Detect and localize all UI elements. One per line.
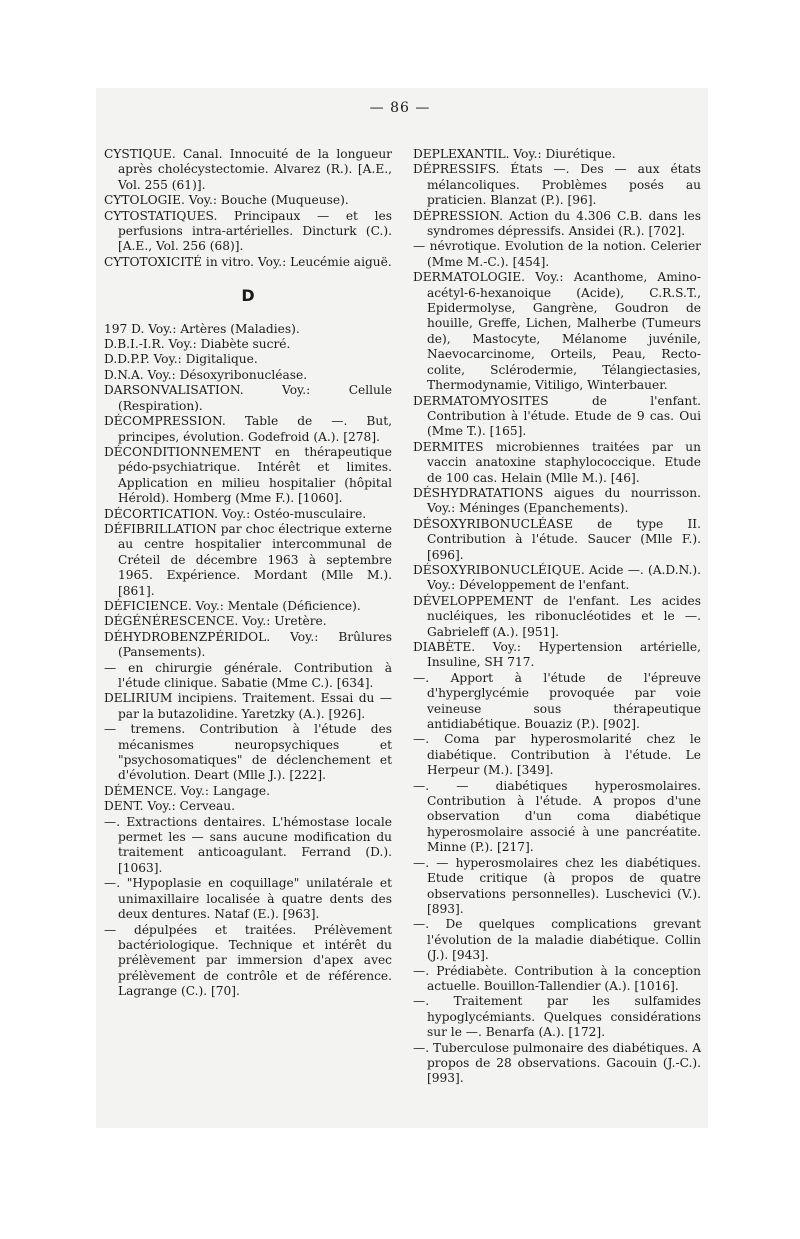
index-entry: DÉGÉNÉRESCENCE. Voy.: Uretère. (104, 614, 327, 629)
index-entry: —. — hyperosmolaires chez les diabétiques. Etude critique (à propos de quatre observations personnelles). Luschevici (V.). [893]. (413, 855, 701, 916)
index-entry: DÉHYDROBENZPÉRIDOL. Voy.: Brûlures (Pansements). (104, 629, 392, 660)
index-entry: DÉVELOPPEMENT de l'enfant. Les acides nucléiques, les ribonucléotides et le —. Gabrieleff (A.). [951]. (413, 593, 701, 639)
index-entry: D.B.I.-I.R. Voy.: Diabète sucré. (104, 337, 291, 352)
index-entry: —. — diabétiques hyperosmolaires. Contribution à l'étude. A propos d'une observation d'un coma diabétique hyperosmolaire associé à une pancréatite. Minne (P.). [217]. (413, 778, 701, 855)
page-number: — 86 — (369, 100, 431, 116)
index-entry: — en chirurgie générale. Contribution à l'étude clinique. Sabatie (Mme C.). [634]. (104, 660, 392, 690)
index-entry: CYSTIQUE. Canal. Innocuité de la longueur après cholécystectomie. Alvarez (R.). [A.E., Vol. 255 (61)]. (104, 147, 392, 192)
index-entry: —. Extractions dentaires. L'hémostase locale permet les — sans aucune modification du traitement anticoagulant. Ferrand (D.). [1063]. (104, 814, 392, 875)
index-entry: DERMATOMYOSITES de l'enfant. Contribution à l'étude. Etude de 9 cas. Oui (Mme T.). [165]. (413, 393, 701, 439)
index-entry: —. Coma par hyperosmolarité chez le diabétique. Contribution à l'étude. Le Herpeur (M.). [349]. (413, 732, 701, 778)
index-entry: —. Traitement par les sulfamides hypoglycémiants. Quelques considérations sur le —. Benarfa (A.). [172]. (413, 994, 701, 1040)
index-entry: DÉSHYDRATATIONS aigues du nourrisson. Voy.: Méninges (Epanchements). (413, 485, 701, 516)
index-entry: D.D.P.P. Voy.: Digitalique. (104, 352, 258, 367)
index-entry: D.N.A. Voy.: Désoxyribonucléase. (104, 367, 308, 382)
index-entry: — dépulpées et traitées. Prélèvement bactériologique. Technique et intérêt du prélèvement par immersion d'apex avec prélèvement de contrôle et de référence. Lagrange (C.). [70]. (104, 922, 392, 999)
index-entry: DÉCONDITIONNEMENT en thérapeutique pédo-psychiatrique. Intérêt et limites. Application en milieu hospitalier (hôpital Hérold). Homberg (Mme F.). [1060]. (104, 444, 392, 506)
index-entry: DELIRIUM incipiens. Traitement. Essai du — par la butazolidine. Yaretzky (A.). [926]. (104, 691, 392, 721)
index-entry: DENT. Voy.: Cerveau. (104, 799, 236, 814)
index-entry: DERMITES microbiennes traitées par un vaccin anatoxine staphylococcique. Etude de 100 cas. Helain (Mlle M.). [46]. (413, 439, 701, 485)
index-entry: DARSONVALISATION. Voy.: Cellule (Respiration). (104, 383, 392, 413)
left-column (104, 147, 392, 1000)
index-entry: DÉSOXYRIBONUCLÉASE de type II. Contribution à l'étude. Saucer (Mlle F.). [696]. (413, 516, 701, 562)
index-entry: DÉPRESSIFS. États —. Des — aux états mélancoliques. Problèmes posés au praticien. Blanzat (P.). [96]. (413, 162, 701, 208)
index-entry: DÉPRESSION. Action du 4.306 C.B. dans les syndromes dépressifs. Ansidei (R.). [702]. (413, 208, 701, 239)
index-entry: DÉSOXYRIBONUCLÉIQUE. Acide —. (A.D.N.). Voy.: Développement de l'enfant. (413, 562, 701, 593)
index-entry: CYTOSTATIQUES. Principaux — et les perfusions intra-artérielles. Dincturk (C.). [A.E., Vol. 256 (68)]. (104, 208, 392, 254)
index-entry: —. "Hypoplasie en coquillage" unilatérale et unimaxillaire localisée à quatre dents des deux dentures. Nataf (E.). [963]. (104, 876, 392, 922)
index-entry: —. Tuberculose pulmonaire des diabétiques. A propos de 28 observations. Gacouin (J.-C.). [993]. (413, 1040, 701, 1086)
right-column (413, 147, 701, 1087)
index-entry: CYTOTOXICITÉ in vitro. Voy.: Leucémie aiguë. (104, 254, 392, 269)
index-entry: —. Apport à l'étude de l'épreuve d'hyperglycémie provoquée par voie veineuse sous thérapeutique antidiabétique. Bouaziz (P.). [902]. (413, 670, 701, 732)
index-entry: DERMATOLOGIE. Voy.: Acanthome, Amino-acétyl-6-hexanoique (Acide), C.R.S.T., Epidermolyse, Gangrène, Goudron de houille, Greffe, Lichen, Malherbe (Tumeurs de), Mastocyte, Mélanome juvénile, Naevocarcinome, Orteils, Peau, Recto-colite, Sclérodermie, Télangiectasies, Thermodynamie, Vitiligo, Winterbauer. (413, 270, 701, 393)
index-entry: DÉFICIENCE. Voy.: Mentale (Déficience). (104, 598, 361, 613)
index-entry: DÉCOMPRESSION. Table de —. But, principes, évolution. Godefroid (A.). [278]. (104, 414, 392, 444)
index-entry: — tremens. Contribution à l'étude des mécanismes neuropsychiques et "psychosomatiques" de déclenchement et d'évolution. Deart (Mlle J.). [222]. (104, 722, 392, 783)
index-entry: 197 D. Voy.: Artères (Maladies). (104, 321, 300, 336)
index-entry: DIABÈTE. Voy.: Hypertension artérielle, Insuline, SH 717. (413, 640, 701, 670)
index-entry: —. De quelques complications grevant l'évolution de la maladie diabétique. Collin (J.). [943]. (413, 917, 701, 963)
index-entry: DÉMENCE. Voy.: Langage. (104, 783, 270, 798)
index-entry: CYTOLOGIE. Voy.: Bouche (Muqueuse). (104, 193, 349, 208)
section-letter: D (241, 286, 255, 306)
index-entry: DEPLEXANTIL. Voy.: Diurétique. (413, 147, 616, 161)
index-entry: —. Prédiabète. Contribution à la conception actuelle. Bouillon-Tallendier (A.). [1016]. (413, 963, 701, 993)
index-entry: — névrotique. Evolution de la notion. Celerier (Mme M.-C.). [454]. (413, 239, 701, 269)
index-entry: DÉFIBRILLATION par choc électrique externe au centre hospitalier intercommunal de Créteil de décembre 1963 à septembre 1965. Expérience. Mordant (Mlle M.). [861]. (104, 521, 392, 598)
index-entry: DÉCORTICATION. Voy.: Ostéo-musculaire. (104, 506, 367, 521)
